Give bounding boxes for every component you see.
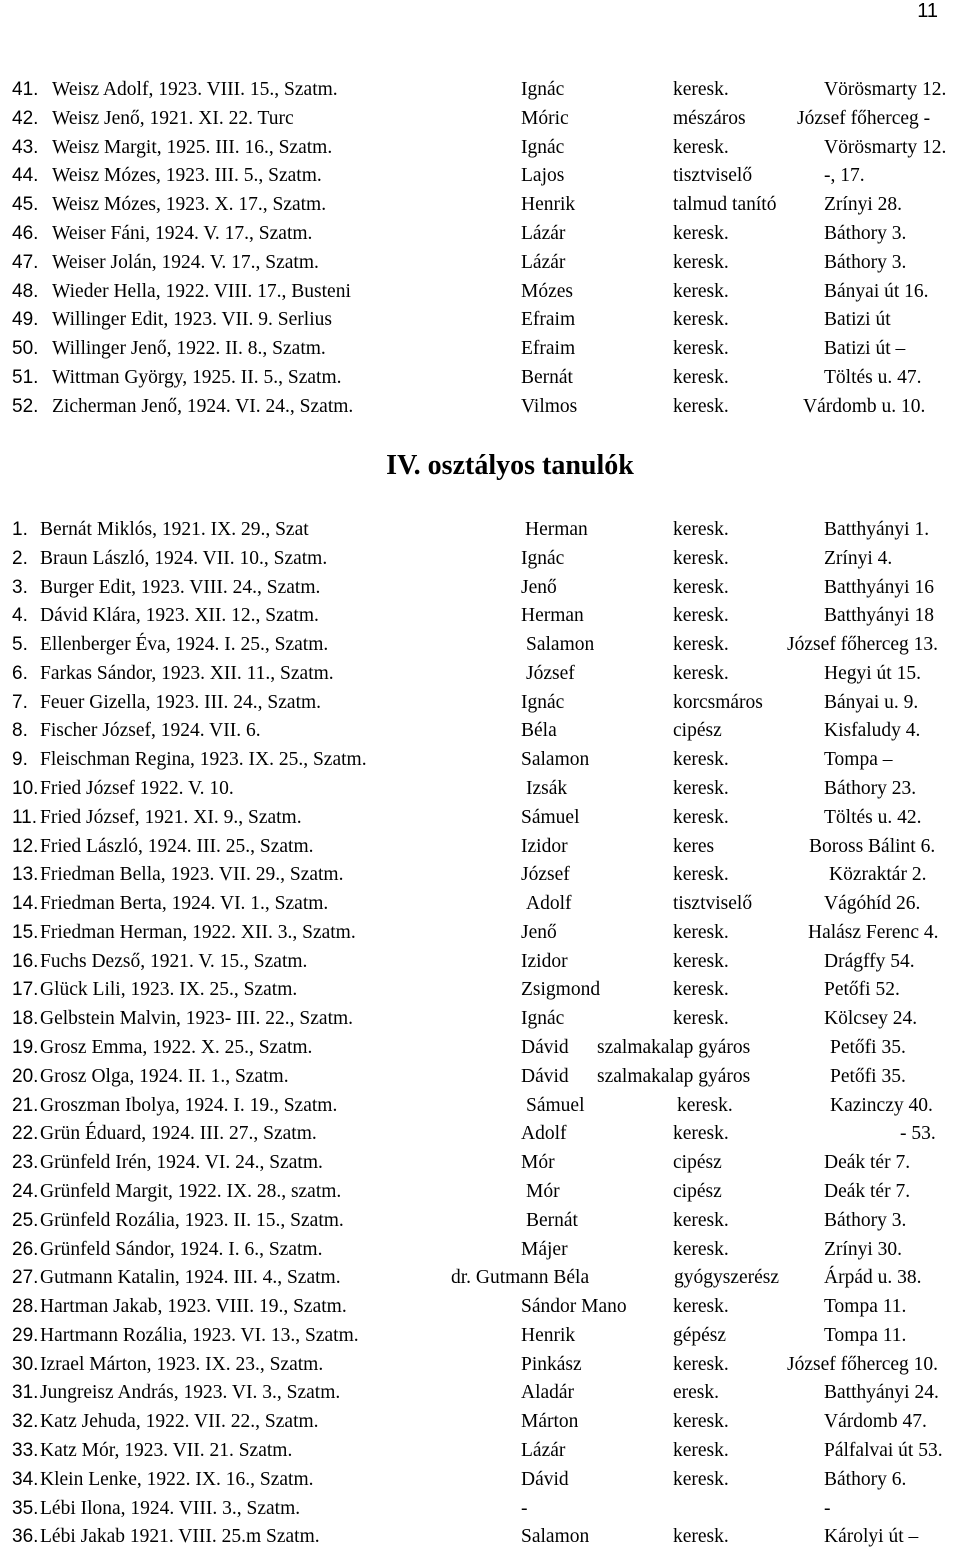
student-name: Lébi Jakab 1921. VIII. 25.m Szatm. xyxy=(40,1526,320,1548)
list-row xyxy=(0,979,960,1007)
list-row xyxy=(0,548,960,576)
list-row xyxy=(0,252,960,280)
entry-number: 42. xyxy=(12,107,39,129)
occupation: gépész xyxy=(673,1324,727,1346)
entry-number: 44. xyxy=(12,165,39,187)
list-row xyxy=(0,1411,960,1439)
list-row xyxy=(0,79,960,107)
occupation: gyógyszerész xyxy=(674,1267,780,1289)
father-name: József xyxy=(526,662,575,684)
entry-number: 19. xyxy=(12,1037,39,1059)
entry-number: 29. xyxy=(12,1324,39,1346)
father-name: Sámuel xyxy=(526,1094,585,1116)
address: Petőfi 35. xyxy=(830,1037,906,1059)
father-name: Mór xyxy=(526,1180,560,1202)
student-name: Grün Éduard, 1924. III. 27., Szatm. xyxy=(40,1123,317,1145)
student-name: Ellenberger Éva, 1924. I. 25., Szatm. xyxy=(40,634,329,656)
entry-number: 34. xyxy=(12,1468,39,1490)
occupation: tisztviselő xyxy=(673,165,753,187)
address: -, 17. xyxy=(824,165,865,187)
address: Batthyányi 16 xyxy=(824,576,934,598)
student-name: Fleischman Regina, 1923. IX. 25., Szatm. xyxy=(40,749,367,771)
list-row xyxy=(0,1440,960,1468)
student-name: Katz Jehuda, 1922. VII. 22., Szatm. xyxy=(40,1411,319,1433)
entry-number: 36. xyxy=(12,1526,39,1548)
father-name: Bernát xyxy=(526,1209,578,1231)
address: Közraktár 2. xyxy=(829,864,927,886)
address: József főherceg - xyxy=(797,107,931,129)
entry-number: 51. xyxy=(12,367,39,388)
address: Báthory 3. xyxy=(824,1209,907,1231)
address: - 53. xyxy=(900,1123,936,1145)
list-row xyxy=(0,1325,960,1353)
student-name: Fried József, 1921. XI. 9., Szatm. xyxy=(40,806,302,828)
student-name: Zicherman Jenő, 1924. VI. 24., Szatm. xyxy=(52,395,354,417)
list-row xyxy=(0,1152,960,1180)
student-name: Friedman Bella, 1923. VII. 29., Szatm. xyxy=(40,864,344,886)
father-name: Vilmos xyxy=(521,395,578,417)
entry-number: 28. xyxy=(12,1296,39,1318)
student-name: Grünfeld Sándor, 1924. I. 6., Szatm. xyxy=(40,1238,323,1260)
address: Tompa – xyxy=(824,749,893,771)
father-name: Móric xyxy=(521,107,569,129)
father-name: Adolf xyxy=(526,893,572,915)
student-name: Fried László, 1924. III. 25., Szatm. xyxy=(40,835,314,857)
occupation: keresk. xyxy=(673,1123,729,1145)
address: Zrínyi 28. xyxy=(824,194,902,216)
father-name: Ignác xyxy=(521,79,565,100)
student-name: Weiser Jolán, 1924. V. 17., Szatm. xyxy=(52,251,319,273)
father-name: Herman xyxy=(525,519,588,540)
occupation: keresk. xyxy=(673,1238,729,1260)
occupation: korcsmáros xyxy=(673,691,763,713)
occupation: keresk. xyxy=(673,395,729,417)
list-row xyxy=(0,634,960,662)
address: Báthory 3. xyxy=(824,223,907,244)
occupation: keresk. xyxy=(673,1411,729,1433)
occupation: keres xyxy=(673,835,715,857)
occupation: keresk. xyxy=(673,79,729,100)
list-row xyxy=(0,1095,960,1123)
list-row xyxy=(0,749,960,777)
entry-number: 17. xyxy=(12,979,39,1001)
entry-number: 24. xyxy=(12,1180,39,1202)
entry-number: 30. xyxy=(12,1353,39,1375)
father-name: - xyxy=(521,1497,528,1519)
entry-number: 1. xyxy=(12,519,28,540)
student-name: Friedman Herman, 1922. XII. 3., Szatm. xyxy=(40,921,356,943)
list-row xyxy=(0,1382,960,1410)
student-name: Hartmann Rozália, 1923. VI. 13., Szatm. xyxy=(40,1324,359,1346)
student-name: Grosz Emma, 1922. X. 25., Szatm. xyxy=(40,1037,313,1059)
address: Kazinczy 40. xyxy=(830,1094,933,1116)
list-row xyxy=(0,720,960,748)
occupation: keresk. xyxy=(673,778,729,800)
address: Árpád u. 38. xyxy=(824,1267,922,1289)
list-row xyxy=(0,223,960,251)
address: Boross Bálint 6. xyxy=(809,835,936,857)
address: Deák tér 7. xyxy=(824,1180,911,1202)
occupation: keresk. xyxy=(673,280,729,302)
occupation: keresk. xyxy=(677,1094,733,1116)
page-number: 11 xyxy=(917,0,938,22)
list-row xyxy=(0,1123,960,1151)
father-name: Aladár xyxy=(521,1382,575,1404)
student-name: Wieder Hella, 1922. VIII. 17., Busteni xyxy=(52,280,351,302)
list-row xyxy=(0,338,960,366)
entry-number: 43. xyxy=(12,136,39,158)
list-row xyxy=(0,1526,960,1554)
entry-number: 11. xyxy=(12,806,38,828)
occupation: keresk. xyxy=(673,979,729,1001)
entry-number: 4. xyxy=(12,605,28,627)
father-name: Lázár xyxy=(521,223,566,244)
entry-number: 8. xyxy=(12,720,28,742)
list-row xyxy=(0,1469,960,1497)
list-row xyxy=(0,108,960,136)
student-name: Feuer Gizella, 1923. III. 24., Szatm. xyxy=(40,691,322,713)
occupation: keresk. xyxy=(673,1526,729,1548)
student-name: Izrael Márton, 1923. IX. 23., Szatm. xyxy=(40,1353,324,1375)
father-name: Jenő xyxy=(521,921,557,943)
occupation: cipész xyxy=(673,720,722,742)
father-name: Herman xyxy=(521,605,584,627)
list-row xyxy=(0,367,960,395)
list-row xyxy=(0,165,960,193)
occupation: keresk. xyxy=(673,136,729,158)
father-name: Izsák xyxy=(526,778,568,800)
list-row xyxy=(0,1267,960,1295)
address: Batizi út xyxy=(824,309,891,331)
occupation: keresk. xyxy=(673,634,729,656)
father-name: Ignác xyxy=(521,136,565,158)
entry-number: 5. xyxy=(12,634,28,656)
list-row xyxy=(0,951,960,979)
list-row xyxy=(0,807,960,835)
occupation: keresk. xyxy=(673,806,729,828)
list-row xyxy=(0,1296,960,1324)
entry-number: 16. xyxy=(12,950,39,972)
father-name: Ignác xyxy=(521,547,565,569)
occupation: keresk. xyxy=(673,950,729,972)
list-row xyxy=(0,1210,960,1238)
father-name: Salamon xyxy=(521,1526,590,1548)
entry-number: 35. xyxy=(12,1497,39,1519)
entry-number: 33. xyxy=(12,1439,39,1461)
occupation: keresk. xyxy=(673,519,729,540)
entry-number: 26. xyxy=(12,1238,39,1260)
father-name: Lázár xyxy=(521,1439,566,1461)
father-name: Adolf xyxy=(521,1123,567,1145)
address: Halász Ferenc 4. xyxy=(808,921,939,943)
entry-number: 32. xyxy=(12,1411,39,1433)
list-row xyxy=(0,836,960,864)
father-name: Béla xyxy=(521,720,557,742)
student-name: Klein Lenke, 1922. IX. 16., Szatm. xyxy=(40,1468,314,1490)
entry-number: 14. xyxy=(12,893,39,915)
occupation: keresk. xyxy=(673,223,729,244)
father-name: Dávid xyxy=(521,1468,569,1490)
occupation: eresk. xyxy=(673,1382,720,1404)
entry-number: 23. xyxy=(12,1152,39,1174)
father-name: Efraim xyxy=(521,309,576,331)
occupation: cipész xyxy=(673,1152,722,1174)
student-name: Fischer József, 1924. VII. 6. xyxy=(40,720,261,742)
list-row xyxy=(0,692,960,720)
entry-number: 27. xyxy=(12,1267,39,1289)
entry-number: 48. xyxy=(12,280,39,302)
father-name: Sámuel xyxy=(521,806,580,828)
address: - xyxy=(824,1497,831,1519)
address: Várdomb 47. xyxy=(824,1411,927,1433)
entry-number: 22. xyxy=(12,1123,39,1145)
entry-number: 49. xyxy=(12,309,39,331)
father-name: Lázár xyxy=(521,251,566,273)
address: Batthyányi 18 xyxy=(824,605,934,627)
address: Deák tér 7. xyxy=(824,1152,911,1174)
occupation: tisztviselő xyxy=(673,893,753,915)
entry-number: 46. xyxy=(12,223,39,244)
address: Zrínyi 30. xyxy=(824,1238,902,1260)
student-name: Willinger Jenő, 1922. II. 8., Szatm. xyxy=(52,338,326,360)
list-row xyxy=(0,893,960,921)
address: Pálfalvai út 53. xyxy=(824,1439,943,1461)
student-name: Braun László, 1924. VII. 10., Szatm. xyxy=(40,547,328,569)
list-row xyxy=(0,605,960,633)
entry-number: 31. xyxy=(12,1382,39,1404)
father-name: Pinkász xyxy=(521,1353,582,1375)
student-name: Glück Lili, 1923. IX. 25., Szatm. xyxy=(40,979,298,1001)
occupation: cipész xyxy=(673,1180,722,1202)
address: Várdomb u. 10. xyxy=(803,395,926,417)
occupation: keresk. xyxy=(673,864,729,886)
list-row xyxy=(0,778,960,806)
student-name: Jungreisz András, 1923. VI. 3., Szatm. xyxy=(40,1382,341,1404)
address: Batthyányi 1. xyxy=(824,519,930,540)
student-name: Fuchs Dezső, 1921. V. 15., Szatm. xyxy=(40,950,308,972)
occupation: keresk. xyxy=(673,367,729,388)
entry-number: 15. xyxy=(12,921,39,943)
list-row xyxy=(0,1498,960,1526)
occupation: keresk. xyxy=(673,1209,729,1231)
address: Tompa 11. xyxy=(824,1324,907,1346)
father-name: Bernát xyxy=(521,367,573,388)
student-name: Hartman Jakab, 1923. VIII. 19., Szatm. xyxy=(40,1296,347,1318)
address: Vágóhíd 26. xyxy=(824,893,921,915)
student-name: Katz Mór, 1923. VII. 21. Szatm. xyxy=(40,1439,293,1461)
list-row xyxy=(0,922,960,950)
entry-number: 6. xyxy=(12,662,28,684)
father-name: Salamon xyxy=(526,634,595,656)
entry-number: 13. xyxy=(12,864,39,886)
list-row xyxy=(0,1239,960,1267)
student-name: Groszman Ibolya, 1924. I. 19., Szatm. xyxy=(40,1094,338,1116)
student-name: Friedman Berta, 1924. VI. 1., Szatm. xyxy=(40,893,329,915)
entry-number: 7. xyxy=(12,691,28,713)
entry-number: 10. xyxy=(12,778,39,800)
student-name: Grünfeld Irén, 1924. VI. 24., Szatm. xyxy=(40,1152,323,1174)
entry-number: 21. xyxy=(12,1094,39,1116)
entry-number: 52. xyxy=(12,395,39,417)
father-name: Májer xyxy=(521,1238,568,1260)
list-row xyxy=(0,1181,960,1209)
address: Báthory 3. xyxy=(824,251,907,273)
father-name: Ignác xyxy=(521,1008,565,1030)
list-row xyxy=(0,663,960,691)
occupation: keresk. xyxy=(673,309,729,331)
father-name: Izidor xyxy=(521,950,568,972)
occupation: keresk. xyxy=(673,749,729,771)
occupation: keresk. xyxy=(673,1439,729,1461)
entry-number: 2. xyxy=(12,547,28,569)
student-name: Lébi Ilona, 1924. VIII. 3., Szatm. xyxy=(40,1497,301,1519)
address: Bányai út 16. xyxy=(824,280,929,302)
list-row xyxy=(0,1037,960,1065)
student-name: Wittman György, 1925. II. 5., Szatm. xyxy=(52,367,342,388)
entry-number: 20. xyxy=(12,1065,39,1087)
address: Báthory 6. xyxy=(824,1468,907,1490)
student-name: Weisz Adolf, 1923. VIII. 15., Szatm. xyxy=(52,79,338,100)
address: Töltés u. 47. xyxy=(824,367,922,388)
occupation: keresk. xyxy=(673,605,729,627)
student-name: Weisz Margit, 1925. III. 16., Szatm. xyxy=(52,136,333,158)
list-row xyxy=(0,281,960,309)
father-name: Izidor xyxy=(521,835,568,857)
father-name: József xyxy=(521,864,570,886)
student-name: Farkas Sándor, 1923. XII. 11., Szatm. xyxy=(40,662,334,684)
student-name: Fried József 1922. V. 10. xyxy=(40,778,234,800)
address: Töltés u. 42. xyxy=(824,806,922,828)
address: Vörösmarty 12. xyxy=(824,79,947,100)
occupation: mészáros xyxy=(673,107,746,129)
list-row xyxy=(0,396,960,424)
address: Vörösmarty 12. xyxy=(824,136,947,158)
father-name: Dávid xyxy=(521,1065,569,1087)
list-row xyxy=(0,1066,960,1094)
list-row xyxy=(0,1354,960,1382)
list-row xyxy=(0,577,960,605)
occupation: keresk. xyxy=(673,1296,729,1318)
student-name: Grünfeld Rozália, 1923. II. 15., Szatm. xyxy=(40,1209,344,1231)
entry-number: 25. xyxy=(12,1209,39,1231)
student-name: Bernát Miklós, 1921. IX. 29., Szat xyxy=(40,519,309,540)
father-name: Mór xyxy=(521,1152,555,1174)
father-name: Lajos xyxy=(521,165,565,187)
address: Kölcsey 24. xyxy=(824,1008,918,1030)
father-name: Jenő xyxy=(521,576,557,598)
student-name: Burger Edit, 1923. VIII. 24., Szatm. xyxy=(40,576,321,598)
student-name: Dávid Klára, 1923. XII. 12., Szatm. xyxy=(40,605,319,627)
entry-number: 41. xyxy=(12,79,39,100)
address: Zrínyi 4. xyxy=(824,547,893,569)
student-name: Weisz Mózes, 1923. X. 17., Szatm. xyxy=(52,194,327,216)
father-name: Zsigmond xyxy=(521,979,601,1001)
father-name: Mózes xyxy=(521,280,573,302)
address: Kisfaludy 4. xyxy=(824,720,921,742)
occupation: szalmakalap gyáros xyxy=(597,1065,751,1087)
address: Batthyányi 24. xyxy=(824,1382,939,1404)
address: Petőfi 35. xyxy=(830,1065,906,1087)
occupation: keresk. xyxy=(673,547,729,569)
occupation: keresk. xyxy=(673,251,729,273)
occupation: keresk. xyxy=(673,1353,729,1375)
address: Tompa 11. xyxy=(824,1296,907,1318)
student-name: Gutmann Katalin, 1924. III. 4., Szatm. xyxy=(40,1267,341,1289)
student-name: Weisz Mózes, 1923. III. 5., Szatm. xyxy=(52,165,322,187)
list-row xyxy=(0,137,960,165)
address: Petőfi 52. xyxy=(824,979,900,1001)
father-name: Salamon xyxy=(521,749,590,771)
father-name: Efraim xyxy=(521,338,576,360)
entry-number: 9. xyxy=(12,749,28,771)
address: Drágffy 54. xyxy=(824,950,915,972)
occupation: talmud tanító xyxy=(673,194,777,216)
list-row xyxy=(0,194,960,222)
address: Báthory 23. xyxy=(824,778,917,800)
father-name: Ignác xyxy=(521,691,565,713)
father-name: Dávid xyxy=(521,1037,569,1059)
occupation: keresk. xyxy=(673,1008,729,1030)
list-row xyxy=(0,1008,960,1036)
student-name: Grosz Olga, 1924. II. 1., Szatm. xyxy=(40,1065,289,1087)
student-name: Gelbstein Malvin, 1923- III. 22., Szatm. xyxy=(40,1008,354,1030)
section-heading: IV. osztályos tanulók xyxy=(386,450,634,481)
student-name: Weisz Jenő, 1921. XI. 22. Turc xyxy=(52,107,294,129)
list-row xyxy=(0,519,960,547)
address: Hegyi út 15. xyxy=(824,662,921,684)
father-name: Sándor Mano xyxy=(521,1296,627,1318)
entry-number: 50. xyxy=(12,338,39,360)
father-name: dr. Gutmann Béla xyxy=(451,1267,590,1289)
entry-number: 45. xyxy=(12,194,39,216)
father-name: Henrik xyxy=(521,194,576,216)
occupation: keresk. xyxy=(673,662,729,684)
list-row xyxy=(0,309,960,337)
student-name: Weiser Fáni, 1924. V. 17., Szatm. xyxy=(52,223,313,244)
address: Batizi út – xyxy=(824,338,906,360)
entry-number: 12. xyxy=(12,835,39,857)
occupation: szalmakalap gyáros xyxy=(597,1037,751,1059)
address: József főherceg 13. xyxy=(787,634,939,656)
list-row xyxy=(0,864,960,892)
entry-number: 18. xyxy=(12,1008,39,1030)
occupation: keresk. xyxy=(673,576,729,598)
father-name: Henrik xyxy=(521,1324,576,1346)
student-name: Willinger Edit, 1923. VII. 9. Serlius xyxy=(52,309,332,331)
occupation: keresk. xyxy=(673,921,729,943)
address: József főherceg 10. xyxy=(787,1353,939,1375)
occupation: keresk. xyxy=(673,1468,729,1490)
entry-number: 47. xyxy=(12,251,39,273)
occupation: keresk. xyxy=(673,338,729,360)
student-name: Grünfeld Margit, 1922. IX. 28., szatm. xyxy=(40,1180,342,1202)
entry-number: 3. xyxy=(12,576,28,598)
address: Károlyi út – xyxy=(824,1526,919,1548)
address: Bányai u. 9. xyxy=(824,691,919,713)
father-name: Márton xyxy=(521,1411,579,1433)
